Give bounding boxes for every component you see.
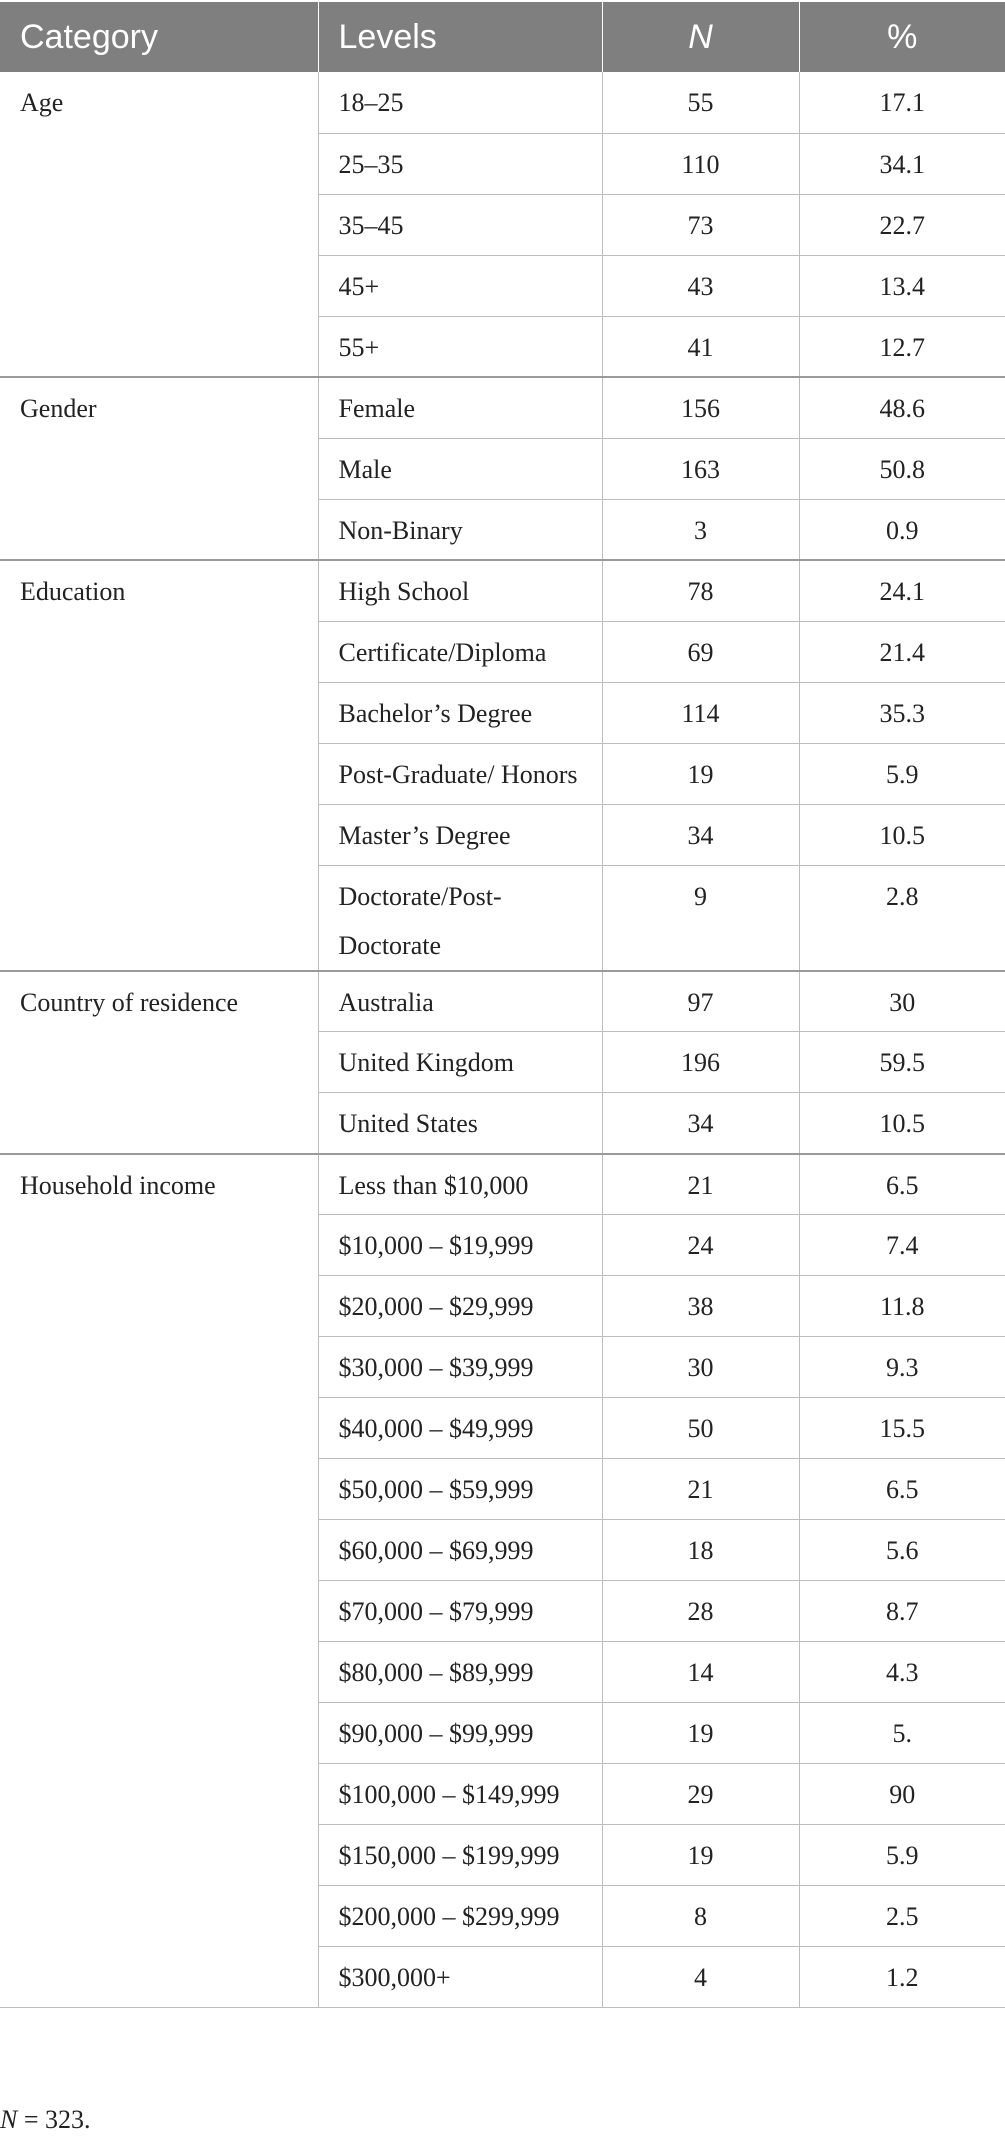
count-cell: 19	[602, 1825, 799, 1886]
count-cell: 50	[602, 1398, 799, 1459]
table-row	[0, 971, 1005, 1032]
percent-cell: 5.9	[799, 1825, 1005, 1886]
level-cell: $10,000 – $19,999	[318, 1215, 602, 1276]
count-cell: 14	[602, 1642, 799, 1703]
header-n: N	[602, 2, 799, 72]
percent-cell: 12.7	[799, 316, 1005, 377]
percent-cell: 5.	[799, 1703, 1005, 1764]
count-cell: 28	[602, 1581, 799, 1642]
count-cell: 30	[602, 1337, 799, 1398]
level-cell: $200,000 – $299,999	[318, 1886, 602, 1947]
count-cell: 78	[602, 560, 799, 621]
percent-cell: 24.1	[799, 560, 1005, 621]
count-cell: 73	[602, 194, 799, 255]
table-footnote	[0, 2105, 91, 2135]
count-cell: 9	[602, 865, 799, 971]
table-row	[0, 377, 1005, 438]
level-cell: 55+	[318, 316, 602, 377]
count-cell: 55	[602, 72, 799, 133]
demographics-table	[0, 2, 1005, 2008]
percent-cell: 48.6	[799, 377, 1005, 438]
percent-cell: 0.9	[799, 499, 1005, 560]
count-cell: 41	[602, 316, 799, 377]
header-percent: %	[799, 2, 1005, 72]
percent-cell: 50.8	[799, 438, 1005, 499]
table-row	[0, 72, 1005, 133]
level-cell: $100,000 – $149,999	[318, 1764, 602, 1825]
table-row	[0, 1154, 1005, 1215]
level-cell: 25–35	[318, 133, 602, 194]
count-cell: 97	[602, 971, 799, 1032]
level-cell: High School	[318, 560, 602, 621]
level-cell: Female	[318, 377, 602, 438]
count-cell: 29	[602, 1764, 799, 1825]
percent-cell: 5.6	[799, 1520, 1005, 1581]
percent-cell: 21.4	[799, 621, 1005, 682]
header-levels: Levels	[318, 2, 602, 72]
table-row	[0, 560, 1005, 621]
level-cell: 35–45	[318, 194, 602, 255]
level-cell: Non-Binary	[318, 499, 602, 560]
count-cell: 4	[602, 1947, 799, 2008]
level-cell: $20,000 – $29,999	[318, 1276, 602, 1337]
category-cell: Age	[0, 72, 318, 377]
percent-cell: 22.7	[799, 194, 1005, 255]
percent-cell: 2.5	[799, 1886, 1005, 1947]
count-cell: 24	[602, 1215, 799, 1276]
level-cell: $80,000 – $89,999	[318, 1642, 602, 1703]
table-body	[0, 72, 1005, 2008]
percent-cell: 6.5	[799, 1459, 1005, 1520]
percent-cell: 59.5	[799, 1032, 1005, 1093]
level-cell: Certificate/Diploma	[318, 621, 602, 682]
level-cell: Bachelor’s Degree	[318, 682, 602, 743]
level-cell: 45+	[318, 255, 602, 316]
category-cell: Household income	[0, 1154, 318, 2008]
count-cell: 43	[602, 255, 799, 316]
count-cell: 38	[602, 1276, 799, 1337]
count-cell: 69	[602, 621, 799, 682]
percent-cell: 8.7	[799, 1581, 1005, 1642]
level-cell: $150,000 – $199,999	[318, 1825, 602, 1886]
count-cell: 19	[602, 743, 799, 804]
category-cell: Education	[0, 560, 318, 971]
level-cell: $90,000 – $99,999	[318, 1703, 602, 1764]
percent-cell: 90	[799, 1764, 1005, 1825]
level-cell: $40,000 – $49,999	[318, 1398, 602, 1459]
percent-cell: 10.5	[799, 804, 1005, 865]
footnote-text: = 323.	[17, 2105, 91, 2134]
level-cell: United States	[318, 1093, 602, 1154]
demographics-table-container	[0, 2, 1005, 2008]
percent-cell: 6.5	[799, 1154, 1005, 1215]
count-cell: 163	[602, 438, 799, 499]
count-cell: 34	[602, 804, 799, 865]
level-cell: Male	[318, 438, 602, 499]
count-cell: 19	[602, 1703, 799, 1764]
percent-cell: 11.8	[799, 1276, 1005, 1337]
level-cell: Australia	[318, 971, 602, 1032]
level-cell: Post-Graduate/ Honors	[318, 743, 602, 804]
count-cell: 196	[602, 1032, 799, 1093]
header-category: Category	[0, 2, 318, 72]
count-cell: 18	[602, 1520, 799, 1581]
percent-cell: 2.8	[799, 865, 1005, 971]
category-cell: Gender	[0, 377, 318, 560]
count-cell: 8	[602, 1886, 799, 1947]
table-header	[0, 2, 1005, 72]
level-cell: Doctorate/Post-Doctorate	[318, 865, 602, 971]
count-cell: 156	[602, 377, 799, 438]
percent-cell: 30	[799, 971, 1005, 1032]
count-cell: 34	[602, 1093, 799, 1154]
count-cell: 21	[602, 1154, 799, 1215]
percent-cell: 13.4	[799, 255, 1005, 316]
count-cell: 114	[602, 682, 799, 743]
percent-cell: 35.3	[799, 682, 1005, 743]
level-cell: United Kingdom	[318, 1032, 602, 1093]
category-cell: Country of residence	[0, 971, 318, 1154]
level-cell: Less than $10,000	[318, 1154, 602, 1215]
header-row	[0, 2, 1005, 72]
percent-cell: 1.2	[799, 1947, 1005, 2008]
percent-cell: 9.3	[799, 1337, 1005, 1398]
level-cell: 18–25	[318, 72, 602, 133]
footnote-symbol: N	[0, 2105, 18, 2134]
count-cell: 21	[602, 1459, 799, 1520]
level-cell: Master’s Degree	[318, 804, 602, 865]
count-cell: 110	[602, 133, 799, 194]
percent-cell: 17.1	[799, 72, 1005, 133]
percent-cell: 5.9	[799, 743, 1005, 804]
percent-cell: 10.5	[799, 1093, 1005, 1154]
percent-cell: 4.3	[799, 1642, 1005, 1703]
level-cell: $70,000 – $79,999	[318, 1581, 602, 1642]
percent-cell: 15.5	[799, 1398, 1005, 1459]
level-cell: $60,000 – $69,999	[318, 1520, 602, 1581]
level-cell: $50,000 – $59,999	[318, 1459, 602, 1520]
percent-cell: 7.4	[799, 1215, 1005, 1276]
level-cell: $300,000+	[318, 1947, 602, 2008]
count-cell: 3	[602, 499, 799, 560]
level-cell: $30,000 – $39,999	[318, 1337, 602, 1398]
percent-cell: 34.1	[799, 133, 1005, 194]
